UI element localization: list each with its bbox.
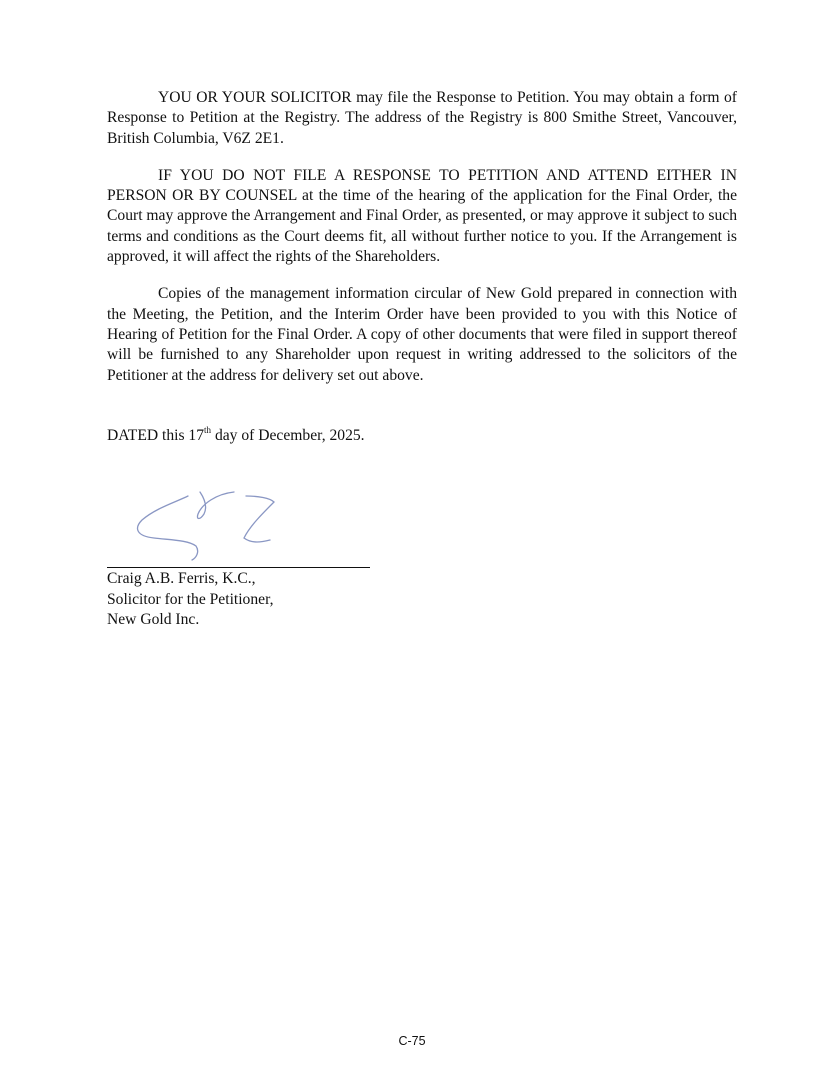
- signature-stroke-z: [244, 496, 274, 542]
- paragraph-copies-of-documents: Copies of the management information circular of New Gold prepared in connection with the Meeting, the Petition, and the Interim Order have been provided to you with this Notice of Hearing of Petition for the Final Order. A copy of other documents that were filed in support thereof will be furnished to any Shareholder upon request in writing addressed to the solicitors of the Petitioner at the address for delivery set out above.: [107, 285, 737, 384]
- signature-stroke-c: [138, 496, 198, 560]
- signatory-block: [107, 569, 274, 631]
- signatory-company: New Gold Inc.: [107, 611, 200, 628]
- paragraph-response-filing: YOU OR YOUR SOLICITOR may file the Response to Petition. You may obtain a form of Response to Petition at the Registry. The address of the Registry is 800 Smithe Street, Vancouver, British Columbia, V6Z 2E1.: [107, 89, 737, 147]
- dated-line: [107, 426, 365, 446]
- dated-ordinal-suffix: th: [204, 424, 212, 435]
- signature-stroke-loop: [197, 492, 234, 519]
- signature-line: [107, 567, 370, 568]
- handwritten-signature: [130, 488, 290, 564]
- signatory-name: Craig A.B. Ferris, K.C.,: [107, 570, 256, 587]
- page-number: C-75: [398, 1034, 426, 1048]
- document-body: [107, 88, 737, 403]
- signatory-role: Solicitor for the Petitioner,: [107, 590, 274, 608]
- dated-suffix: day of December, 2025.: [211, 427, 365, 444]
- paragraph-failure-to-respond: IF YOU DO NOT FILE A RESPONSE TO PETITION AND ATTEND EITHER IN PERSON OR BY COUNSEL at the time of the hearing of the application for the Final Order, the Court may approve the Arrangement and Final Order, as presented, or may approve it subject to such terms and conditions as the Court deems fit, all without further notice to you. If the Arrangement is approved, it will affect the rights of the Shareholders.: [107, 166, 737, 266]
- dated-prefix: DATED this 17: [107, 427, 205, 444]
